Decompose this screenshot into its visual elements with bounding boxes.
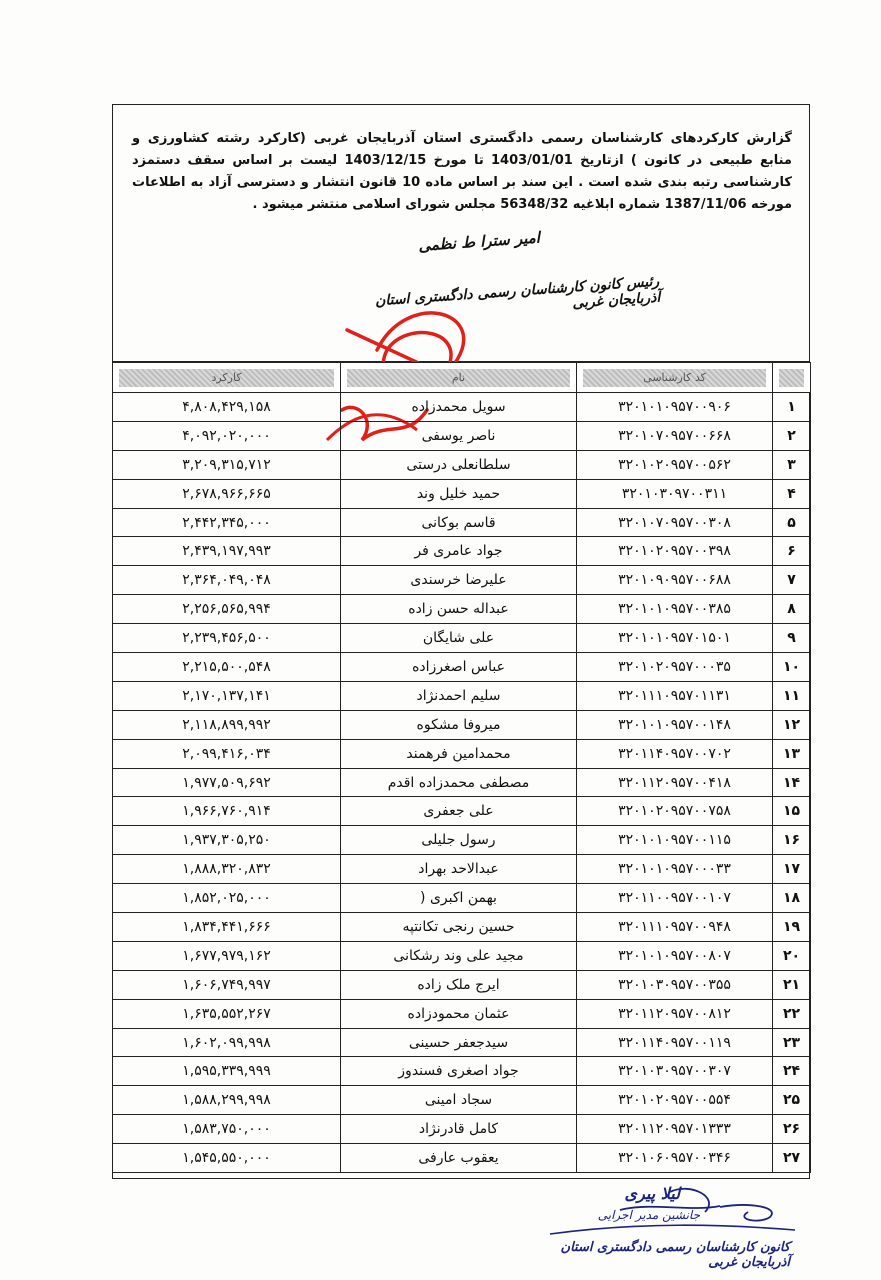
expert-code: ۳۲۰۱۰۱۰۹۵۷۰۱۵۰۱	[577, 624, 773, 653]
header-name: نام	[341, 363, 577, 393]
row-index: ۲۵	[773, 1086, 811, 1115]
row-index: ۲	[773, 421, 811, 450]
expert-earnings: ۱,۸۵۲,۰۲۵,۰۰۰	[113, 884, 341, 913]
row-index: ۲۲	[773, 999, 811, 1028]
expert-name: عثمان محمودزاده	[341, 999, 577, 1028]
expert-name: رسول جلیلی	[341, 826, 577, 855]
expert-code: ۳۲۰۱۰۱۰۹۵۷۰۰۳۸۵	[577, 595, 773, 624]
table-row	[113, 739, 811, 768]
expert-earnings: ۱,۹۳۷,۳۰۵,۲۵۰	[113, 826, 341, 855]
table-row	[113, 884, 811, 913]
expert-code: ۳۲۰۱۰۱۰۹۵۷۰۰۸۰۷	[577, 941, 773, 970]
expert-name: مجید علی وند رشکانی	[341, 941, 577, 970]
stamp-org: کانون کارشناسان رسمی دادگستری استان آذربایجان غربی	[560, 1240, 790, 1270]
table-row	[113, 710, 811, 739]
expert-code: ۳۲۰۱۰۷۰۹۵۷۰۰۶۶۸	[577, 421, 773, 450]
row-index: ۱۳	[773, 739, 811, 768]
expert-code: ۳۲۰۱۱۴۰۹۵۷۰۰۷۰۲	[577, 739, 773, 768]
expert-code: ۳۲۰۱۱۴۰۹۵۷۰۰۱۱۹	[577, 1028, 773, 1057]
stamp-role: جانشین مدیر اجرایی	[597, 1208, 700, 1222]
table-row	[113, 1115, 811, 1144]
table-row	[113, 624, 811, 653]
signer-title: رئیس کانون کارشناسان رسمی دادگستری استان آذربایجان غربی	[374, 273, 661, 312]
table-row	[113, 508, 811, 537]
expert-name: جواد اصغری فسندوز	[341, 1057, 577, 1086]
table-row	[113, 1086, 811, 1115]
expert-name: سلطانعلی درستی	[341, 450, 577, 479]
expert-earnings: ۱,۵۹۵,۳۳۹,۹۹۹	[113, 1057, 341, 1086]
expert-code: ۳۲۰۱۰۶۰۹۵۷۰۰۳۴۶	[577, 1144, 773, 1173]
expert-earnings: ۱,۸۸۸,۳۲۰,۸۳۲	[113, 855, 341, 884]
expert-code: ۳۲۰۱۰۲۰۹۵۷۰۰۷۵۸	[577, 797, 773, 826]
expert-name: ناصر یوسفی	[341, 421, 577, 450]
table-row	[113, 913, 811, 942]
table-row	[113, 1144, 811, 1173]
expert-earnings: ۱,۹۷۷,۵۰۹,۶۹۲	[113, 768, 341, 797]
expert-name: بهمن اکبری (	[341, 884, 577, 913]
expert-earnings: ۲,۲۵۶,۵۶۵,۹۹۴	[113, 595, 341, 624]
row-index: ۲۶	[773, 1115, 811, 1144]
expert-earnings: ۲,۱۱۸,۸۹۹,۹۹۲	[113, 710, 341, 739]
expert-name: حمید خلیل وند	[341, 479, 577, 508]
expert-code: ۳۲۰۱۱۰۰۹۵۷۰۰۱۰۷	[577, 884, 773, 913]
expert-name: علیرضا خرسندی	[341, 566, 577, 595]
expert-code: ۳۲۰۱۰۹۰۹۵۷۰۰۶۸۸	[577, 566, 773, 595]
row-index: ۱۷	[773, 855, 811, 884]
row-index: ۱	[773, 393, 811, 422]
row-index: ۱۶	[773, 826, 811, 855]
row-index: ۳	[773, 450, 811, 479]
expert-code: ۳۲۰۱۰۱۰۹۵۷۰۰۹۰۶	[577, 393, 773, 422]
expert-earnings: ۲,۳۶۴,۰۴۹,۰۴۸	[113, 566, 341, 595]
header-index	[773, 363, 811, 393]
table-row	[113, 826, 811, 855]
expert-name: میروفا مشکوه	[341, 710, 577, 739]
table-row	[113, 681, 811, 710]
expert-earnings: ۲,۶۷۸,۹۶۶,۶۶۵	[113, 479, 341, 508]
expert-name: کامل قادرنژاد	[341, 1115, 577, 1144]
table-header-row	[113, 363, 811, 393]
row-index: ۱۸	[773, 884, 811, 913]
expert-name: عباس اصغرزاده	[341, 653, 577, 682]
expert-name: حسین رنجی تکانتپه	[341, 913, 577, 942]
expert-code: ۳۲۰۱۰۱۰۹۵۷۰۰۱۱۵	[577, 826, 773, 855]
expert-earnings: ۲,۱۷۰,۱۳۷,۱۴۱	[113, 681, 341, 710]
expert-code: ۳۲۰۱۱۱۰۹۵۷۰۱۱۳۱	[577, 681, 773, 710]
expert-earnings: ۱,۶۷۷,۹۷۹,۱۶۲	[113, 941, 341, 970]
row-index: ۲۳	[773, 1028, 811, 1057]
table-row	[113, 566, 811, 595]
table-row	[113, 970, 811, 999]
row-index: ۱۲	[773, 710, 811, 739]
table-row	[113, 421, 811, 450]
report-header	[112, 104, 810, 362]
row-index: ۸	[773, 595, 811, 624]
expert-name: عبداله حسن زاده	[341, 595, 577, 624]
row-index: ۱۵	[773, 797, 811, 826]
expert-code: ۳۲۰۱۰۲۰۹۵۷۰۰۰۳۵	[577, 653, 773, 682]
table-row	[113, 1028, 811, 1057]
expert-earnings: ۳,۲۰۹,۳۱۵,۷۱۲	[113, 450, 341, 479]
footer-stamp	[520, 1182, 800, 1272]
expert-code: ۳۲۰۱۰۷۰۹۵۷۰۰۳۰۸	[577, 508, 773, 537]
table-row	[113, 941, 811, 970]
row-index: ۴	[773, 479, 811, 508]
expert-earnings: ۲,۴۳۹,۱۹۷,۹۹۳	[113, 537, 341, 566]
expert-name: علی شایگان	[341, 624, 577, 653]
row-index: ۱۴	[773, 768, 811, 797]
expert-earnings: ۴,۸۰۸,۴۲۹,۱۵۸	[113, 393, 341, 422]
expert-name: سویل محمدزاده	[341, 393, 577, 422]
expert-code: ۳۲۰۱۱۲۰۹۵۷۰۰۴۱۸	[577, 768, 773, 797]
row-index: ۹	[773, 624, 811, 653]
expert-code: ۳۲۰۱۰۱۰۹۵۷۰۰۰۳۳	[577, 855, 773, 884]
row-index: ۵	[773, 508, 811, 537]
expert-name: یعقوب عارفی	[341, 1144, 577, 1173]
expert-earnings: ۱,۵۴۵,۵۵۰,۰۰۰	[113, 1144, 341, 1173]
report-description: گزارش کارکردهای کارشناسان رسمی دادگستری استان آذربایجان غربی (کارکرد رشته کشاورزی و منابع طبیعی در کانون ) ازتاریخ 1403/01/01 تا مورخ 1403/12/15 لیست بر اساس سقف دستمزد کارشناسی رتبه بندی شده است . این سند بر اساس ماده 10 قانون انتشار و دسترسی آزاد به اطلاعات مورخه 1387/11/06 شماره ابلاغیه 56348/32 مجلس شورای اسلامی منتشر میشود .	[132, 131, 792, 212]
expert-name: علی جعفری	[341, 797, 577, 826]
expert-code: ۳۲۰۱۰۲۰۹۵۷۰۰۵۶۲	[577, 450, 773, 479]
expert-earnings: ۱,۵۸۳,۷۵۰,۰۰۰	[113, 1115, 341, 1144]
expert-name: قاسم بوکانی	[341, 508, 577, 537]
expert-code: ۳۲۰۱۱۱۰۹۵۷۰۰۹۴۸	[577, 913, 773, 942]
table-row	[113, 537, 811, 566]
row-index: ۶	[773, 537, 811, 566]
expert-earnings: ۲,۰۹۹,۴۱۶,۰۳۴	[113, 739, 341, 768]
row-index: ۱۰	[773, 653, 811, 682]
expert-earnings: ۲,۲۳۹,۴۵۶,۵۰۰	[113, 624, 341, 653]
expert-earnings: ۲,۴۴۲,۳۴۵,۰۰۰	[113, 508, 341, 537]
expert-name: سجاد امینی	[341, 1086, 577, 1115]
expert-name: سلیم احمدنژاد	[341, 681, 577, 710]
expert-earnings: ۱,۶۳۵,۵۵۲,۲۶۷	[113, 999, 341, 1028]
expert-earnings: ۱,۶۰۲,۰۹۹,۹۹۸	[113, 1028, 341, 1057]
expert-code: ۳۲۰۱۰۲۰۹۵۷۰۰۳۹۸	[577, 537, 773, 566]
header-id: کد کارشناسی	[577, 363, 773, 393]
expert-code: ۳۲۰۱۰۱۰۹۵۷۰۰۱۴۸	[577, 710, 773, 739]
expert-name: محمدامین فرهمند	[341, 739, 577, 768]
table-row	[113, 1057, 811, 1086]
header-value: کارکرد	[113, 363, 341, 393]
expert-code: ۳۲۰۱۰۳۰۹۷۰۰۳۱۱	[577, 479, 773, 508]
row-index: ۲۴	[773, 1057, 811, 1086]
expert-name: سیدجعفر حسینی	[341, 1028, 577, 1057]
table-row	[113, 479, 811, 508]
signer-name: امیر سترا ط نظمی	[417, 228, 541, 255]
row-index: ۷	[773, 566, 811, 595]
expert-earnings: ۱,۵۸۸,۲۹۹,۹۹۸	[113, 1086, 341, 1115]
expert-code: ۳۲۰۱۱۲۰۹۵۷۰۰۸۱۲	[577, 999, 773, 1028]
table-row	[113, 999, 811, 1028]
table-row	[113, 797, 811, 826]
expert-code: ۳۲۰۱۰۳۰۹۵۷۰۰۳۵۵	[577, 970, 773, 999]
expert-earnings: ۲,۲۱۵,۵۰۰,۵۴۸	[113, 653, 341, 682]
expert-earnings: ۱,۸۳۴,۴۴۱,۶۶۶	[113, 913, 341, 942]
expert-name: مصطفی محمدزاده اقدم	[341, 768, 577, 797]
table-row	[113, 855, 811, 884]
expert-code: ۳۲۰۱۰۳۰۹۵۷۰۰۳۰۷	[577, 1057, 773, 1086]
expert-earnings: ۱,۶۰۶,۷۴۹,۹۹۷	[113, 970, 341, 999]
expert-code: ۳۲۰۱۰۲۰۹۵۷۰۰۵۵۴	[577, 1086, 773, 1115]
table-row	[113, 450, 811, 479]
table-row	[113, 653, 811, 682]
row-index: ۲۰	[773, 941, 811, 970]
table-row	[113, 393, 811, 422]
stamp-name: لیلا پیری	[624, 1184, 680, 1203]
experts-table	[112, 362, 811, 1173]
expert-earnings: ۴,۰۹۲,۰۲۰,۰۰۰	[113, 421, 341, 450]
row-index: ۲۱	[773, 970, 811, 999]
table-row	[113, 768, 811, 797]
row-index: ۱۱	[773, 681, 811, 710]
row-index: ۲۷	[773, 1144, 811, 1173]
expert-code: ۳۲۰۱۱۲۰۹۵۷۰۱۳۳۳	[577, 1115, 773, 1144]
expert-name: ایرج ملک زاده	[341, 970, 577, 999]
table-row	[113, 595, 811, 624]
row-index: ۱۹	[773, 913, 811, 942]
expert-name: جواد عامری فر	[341, 537, 577, 566]
expert-earnings: ۱,۹۶۶,۷۶۰,۹۱۴	[113, 797, 341, 826]
expert-name: عبدالاحد بهراد	[341, 855, 577, 884]
